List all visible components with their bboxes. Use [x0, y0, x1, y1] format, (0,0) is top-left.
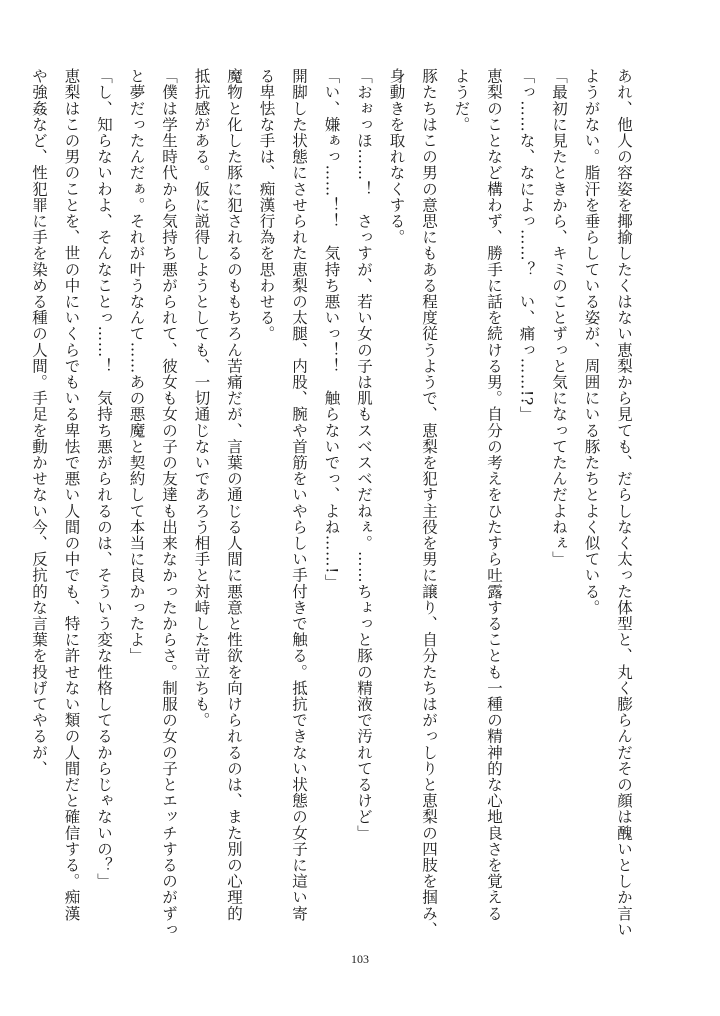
- text-line: 恵梨のことなど構わず、勝手に話を続ける男。自分の考えをひたすら吐露することも一種の精神的な心地良さを覚える: [485, 68, 503, 922]
- text-line: 身動きを取れなくする。: [387, 68, 406, 246]
- text-line: 「おぉっほ……！ さっすが、若い女の子は肌もスベスベだねぇ。……ちょっと豚の精液で汚れてるけど」: [355, 68, 373, 841]
- text-line: 抵抗感がある。仮に説得しようとしても、一切通じないであろう相手と対峙した苛立ちも。: [192, 68, 211, 729]
- text-line: 「し、知らないわよ、そんなことっ……！ 気持ち悪がられるのは、そういう変な性格してるからじゃないの？」: [95, 68, 113, 890]
- text-line: や強姦など、性犯罪に手を染める種の人間。手足を動かせない今、反抗的な言葉を投げてやるが、: [30, 68, 48, 777]
- text-line: ようがない。脂汗を垂らしている姿が、周囲にいる豚たちとよく似ている。: [582, 68, 601, 616]
- text-line: 「最初に見たときから、キミのことずっと気になってたんだよねぇ」: [550, 68, 568, 568]
- text-line: と夢だったんだぁ。それが叶うなんて……あの悪魔と契約して本当に良かったよ」: [127, 68, 146, 664]
- text-line: 魔物と化した豚に犯されるのももちろん苦痛だが、言葉の通じる人間に悪意と性欲を向けられるのは、また別の心理的: [225, 68, 243, 922]
- text-line: 「っ……な、なによっ……？ い、痛っ……!?」: [517, 68, 536, 422]
- text-line: 豚たちはこの男の意思にもある程度従うようで、恵梨を犯す主役を男に譲り、自分たちはがっしりと恵梨の四肢を掴み、: [420, 68, 438, 938]
- vertical-body-text: [23, 68, 641, 948]
- text-line: ようだ。: [452, 68, 471, 133]
- text-line: あれ、他人の容姿を揶揄したくはない恵梨から見ても、だらしなく太った体型と、丸く膨らんだその顔は醜いとしか言い: [615, 68, 633, 938]
- page-number: 103: [351, 952, 369, 966]
- text-line: 「僕は学生時代から気持ち悪がられて、彼女も女の子の友達も出来なかったからさ。制服の女の子とエッチするのがずっ: [160, 68, 178, 938]
- text-line: 恵梨はこの男のことを、世の中にいくらでもいる卑怯で悪い人間の中でも、特に許せない類の人間だと確信する。痴漢: [62, 68, 81, 922]
- text-line: る卑怯な手は、痴漢行為を思わせる。: [257, 68, 276, 342]
- text-line: 「い、嫌ぁっ……！！ 気持ち悪いっ！！ 触らないでっ、よね……!」: [322, 68, 341, 591]
- text-line: 開脚した状態にさせられた恵梨の太腿、内股、腕や首筋をいやらしい手付きで触る。抵抗できない状態の女子に這い寄: [290, 68, 308, 922]
